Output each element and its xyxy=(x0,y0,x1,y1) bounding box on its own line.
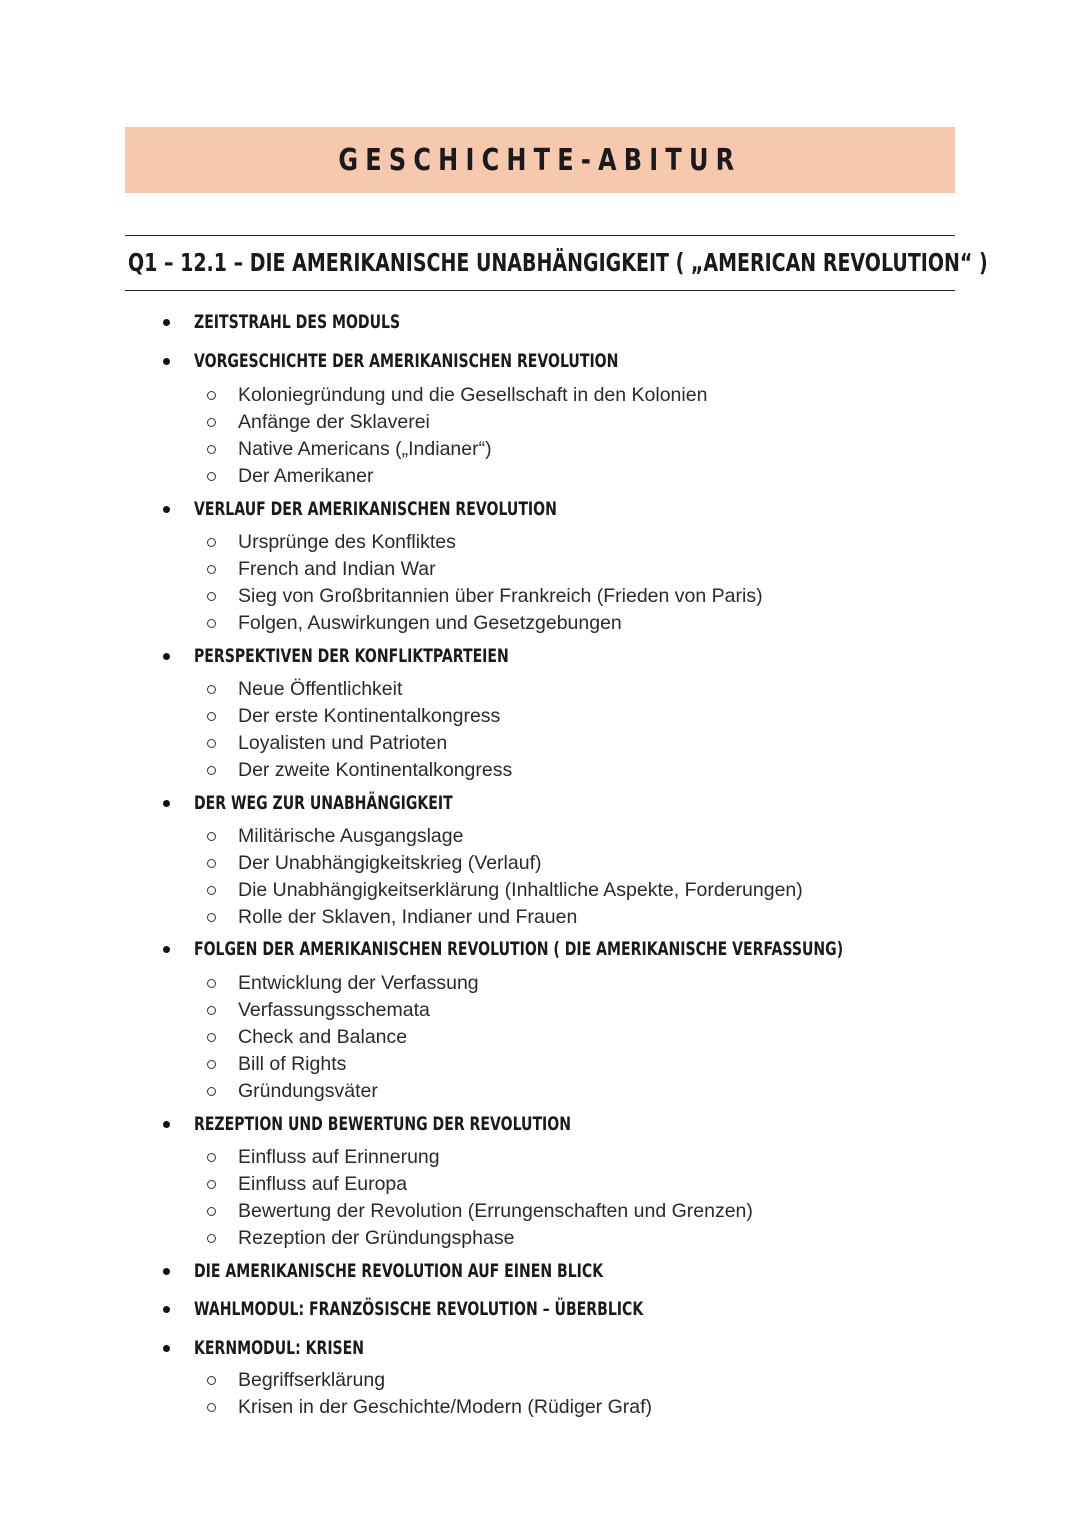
subtopic-label: Ursprünge des Konfliktes xyxy=(238,531,456,553)
bullet-icon xyxy=(163,319,170,326)
section-heading-text: Q1 – 12.1 – DIE AMERIKANISCHE UNABHÄNGIGKEIT ( „AMERICAN REVOLUTION“ ) xyxy=(128,247,988,277)
subtopic-item xyxy=(205,703,500,730)
subtopic-label: Die Unabhängigkeitserklärung (Inhaltliche Aspekte, Forderungen) xyxy=(238,879,803,901)
subtopic-item xyxy=(205,1198,753,1225)
subtopic-item xyxy=(205,382,707,409)
bullet-icon xyxy=(163,1345,170,1352)
subtopic-item xyxy=(205,970,479,997)
topic-item xyxy=(160,1333,424,1363)
bullet-icon xyxy=(163,653,170,660)
topic-label: VORGESCHICHTE DER AMERIKANISCHEN REVOLUTION xyxy=(194,350,619,372)
subtopic-label: French and Indian War xyxy=(238,558,436,580)
bullet-icon xyxy=(163,1121,170,1128)
subtopic-item xyxy=(205,676,402,703)
circle-bullet-icon xyxy=(207,979,216,988)
topic-label: FOLGEN DER AMERIKANISCHEN REVOLUTION ( DIE AMERIKANISCHE VERFASSUNG) xyxy=(194,938,844,960)
subtopic-item xyxy=(205,1394,652,1421)
subtopic-label: Rezeption der Gründungsphase xyxy=(238,1227,515,1249)
circle-bullet-icon xyxy=(207,1403,216,1412)
circle-bullet-icon xyxy=(207,391,216,400)
subtopic-label: Krisen in der Geschichte/Modern (Rüdiger Graf) xyxy=(238,1396,653,1418)
subtopic-label: Verfassungsschemata xyxy=(238,999,430,1021)
subtopic-label: Entwicklung der Verfassung xyxy=(238,972,479,994)
heading-rule-bottom xyxy=(125,290,955,291)
subtopic-label: Neue Öffentlichkeit xyxy=(238,678,403,700)
circle-bullet-icon xyxy=(207,739,216,748)
topic-item xyxy=(160,1294,801,1324)
subtopic-item xyxy=(205,1171,407,1198)
circle-bullet-icon xyxy=(207,619,216,628)
subtopic-label: Folgen, Auswirkungen und Gesetzgebungen xyxy=(238,612,622,634)
subtopic-label: Bill of Rights xyxy=(238,1053,347,1075)
title-banner xyxy=(125,127,955,193)
subtopic-label: Der Unabhängigkeitskrieg (Verlauf) xyxy=(238,852,542,874)
circle-bullet-icon xyxy=(207,859,216,868)
circle-bullet-icon xyxy=(207,1207,216,1216)
subtopic-item xyxy=(205,730,447,757)
topic-item xyxy=(160,1256,747,1286)
bullet-icon xyxy=(163,946,170,953)
subtopic-item xyxy=(205,823,463,850)
subtopic-item xyxy=(205,436,492,463)
subtopic-label: Koloniegründung und die Gesellschaft in den Kolonien xyxy=(238,384,708,406)
circle-bullet-icon xyxy=(207,832,216,841)
topic-label: DIE AMERIKANISCHE REVOLUTION AUF EINEN BLICK xyxy=(194,1260,604,1282)
subtopic-label: Bewertung der Revolution (Errungenschaften und Grenzen) xyxy=(238,1200,753,1222)
subtopic-item xyxy=(205,409,430,436)
circle-bullet-icon xyxy=(207,418,216,427)
subtopic-label: Begriffserklärung xyxy=(238,1369,386,1391)
topic-label: VERLAUF DER AMERIKANISCHEN REVOLUTION xyxy=(194,498,557,520)
subtopic-label: Anfänge der Sklaverei xyxy=(238,411,430,433)
subtopic-label: Sieg von Großbritannien über Frankreich (Frieden von Paris) xyxy=(238,585,763,607)
topic-item xyxy=(160,494,684,524)
subtopic-label: Der Amerikaner xyxy=(238,465,374,487)
topic-item xyxy=(160,307,473,337)
topic-label: DER WEG ZUR UNABHÄNGIGKEIT xyxy=(194,792,453,814)
subtopic-item xyxy=(205,997,430,1024)
subtopic-item xyxy=(205,1024,407,1051)
subtopic-item xyxy=(205,1144,440,1171)
subtopic-item xyxy=(205,1051,346,1078)
subtopic-label: Loyalisten und Patrioten xyxy=(238,732,448,754)
subtopic-item xyxy=(205,583,763,610)
bullet-icon xyxy=(163,506,170,513)
circle-bullet-icon xyxy=(207,886,216,895)
page-title: GESCHICHTE-ABITUR xyxy=(338,142,742,178)
heading-rule-top xyxy=(125,235,955,236)
circle-bullet-icon xyxy=(207,445,216,454)
subtopic-item xyxy=(205,904,577,931)
circle-bullet-icon xyxy=(207,1033,216,1042)
topic-label: REZEPTION UND BEWERTUNG DER REVOLUTION xyxy=(194,1113,571,1135)
bullet-icon xyxy=(163,358,170,365)
circle-bullet-icon xyxy=(207,1180,216,1189)
subtopic-label: Native Americans („Indianer“) xyxy=(238,438,492,460)
subtopic-label: Einfluss auf Europa xyxy=(238,1173,408,1195)
subtopic-item xyxy=(205,850,542,877)
subtopic-item xyxy=(205,1225,514,1252)
subtopic-label: Der zweite Kontinentalkongress xyxy=(238,759,513,781)
circle-bullet-icon xyxy=(207,565,216,574)
subtopic-item xyxy=(205,1367,385,1394)
circle-bullet-icon xyxy=(207,1006,216,1015)
circle-bullet-icon xyxy=(207,592,216,601)
topic-item xyxy=(160,641,619,671)
subtopic-item xyxy=(205,529,456,556)
topic-label: WAHLMODUL: FRANZÖSISCHE REVOLUTION – ÜBERBLICK xyxy=(194,1298,644,1320)
circle-bullet-icon xyxy=(207,1234,216,1243)
bullet-icon xyxy=(163,800,170,807)
circle-bullet-icon xyxy=(207,712,216,721)
subtopic-item xyxy=(205,463,373,490)
circle-bullet-icon xyxy=(207,538,216,547)
topic-label: ZEITSTRAHL DES MODULS xyxy=(194,311,401,333)
subtopic-item xyxy=(205,1078,378,1105)
circle-bullet-icon xyxy=(207,472,216,481)
subtopic-label: Einfluss auf Erinnerung xyxy=(238,1146,440,1168)
subtopic-item xyxy=(205,877,803,904)
topic-item xyxy=(160,346,768,376)
bullet-icon xyxy=(163,1268,170,1275)
topic-item xyxy=(160,788,544,818)
topic-item xyxy=(160,934,1071,964)
subtopic-label: Gründungsväter xyxy=(238,1080,378,1102)
subtopic-label: Check and Balance xyxy=(238,1026,408,1048)
subtopic-item xyxy=(205,610,622,637)
circle-bullet-icon xyxy=(207,1153,216,1162)
topic-label: KERNMODUL: KRISEN xyxy=(194,1337,365,1359)
subtopic-item xyxy=(205,757,512,784)
subtopic-label: Militärische Ausgangslage xyxy=(238,825,464,847)
circle-bullet-icon xyxy=(207,766,216,775)
section-heading xyxy=(128,240,988,284)
subtopic-label: Rolle der Sklaven, Indianer und Frauen xyxy=(238,906,578,928)
topic-item xyxy=(160,1109,703,1139)
circle-bullet-icon xyxy=(207,913,216,922)
circle-bullet-icon xyxy=(207,685,216,694)
topic-label: PERSPEKTIVEN DER KONFLIKTPARTEIEN xyxy=(194,645,509,667)
circle-bullet-icon xyxy=(207,1087,216,1096)
circle-bullet-icon xyxy=(207,1376,216,1385)
subtopic-item xyxy=(205,556,436,583)
bullet-icon xyxy=(163,1306,170,1313)
subtopic-label: Der erste Kontinentalkongress xyxy=(238,705,501,727)
circle-bullet-icon xyxy=(207,1060,216,1069)
